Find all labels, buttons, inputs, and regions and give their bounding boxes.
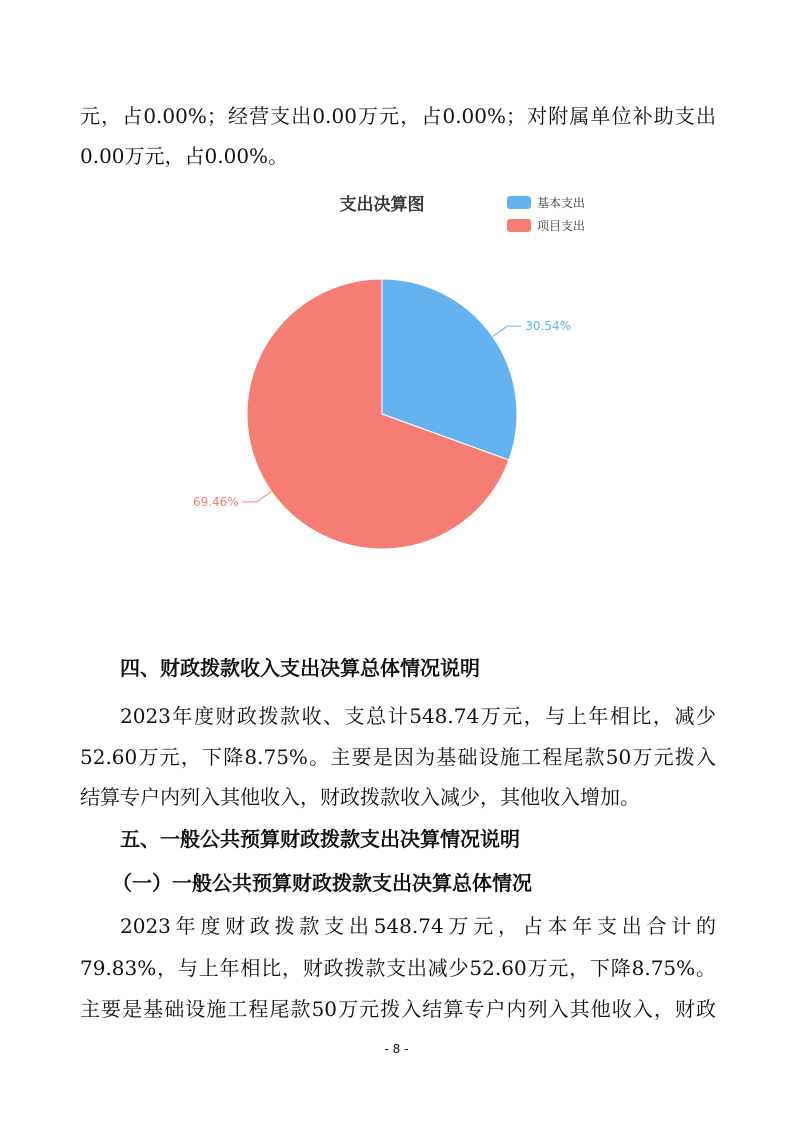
data-label: 69.46% [192,494,239,509]
data-label: 30.54% [525,319,572,334]
paragraph-line: 79.83%，与上年相比，财政拨款支出减少52.60万元，下降8.75%。 [80,956,716,980]
legend-label: 项目支出 [537,219,586,233]
section-heading-4: 四、财政拨款收入支出决算总体情况说明 [120,656,480,680]
paragraph-line: 结算专户内列入其他收入，财政拨款收入减少，其他收入增加。 [80,785,640,809]
paragraph-line: 2023年度财政拨款支出548.74万元，占本年支出合计的 [120,914,716,938]
leader-line [243,491,272,501]
subsection-heading: （一）一般公共预算财政拨款支出决算总体情况 [112,871,532,895]
paragraph-line: 主要是基础设施工程尾款50万元拨入结算专户内列入其他收入，财政 [80,997,716,1021]
page-number: - 8 - [384,1042,409,1056]
section-heading-5: 五、一般公共预算财政拨款支出决算情况说明 [120,827,520,851]
legend-label: 基本支出 [537,196,586,210]
leader-line [493,326,522,336]
paragraph-line: 2023年度财政拨款收、支总计548.74万元，与上年相比，减少 [120,704,716,728]
legend-swatch [507,196,531,209]
chart-title: 支出决算图 [339,195,425,215]
paragraph-line: 0.00万元，占0.00%。 [80,144,289,168]
legend-swatch [507,219,531,232]
paragraph-line: 元，占0.00%；经营支出0.00万元，占0.00%；对附属单位补助支出 [80,104,716,128]
paragraph-line: 52.60万元，下降8.75%。主要是因为基础设施工程尾款50万元拨入 [80,745,716,769]
